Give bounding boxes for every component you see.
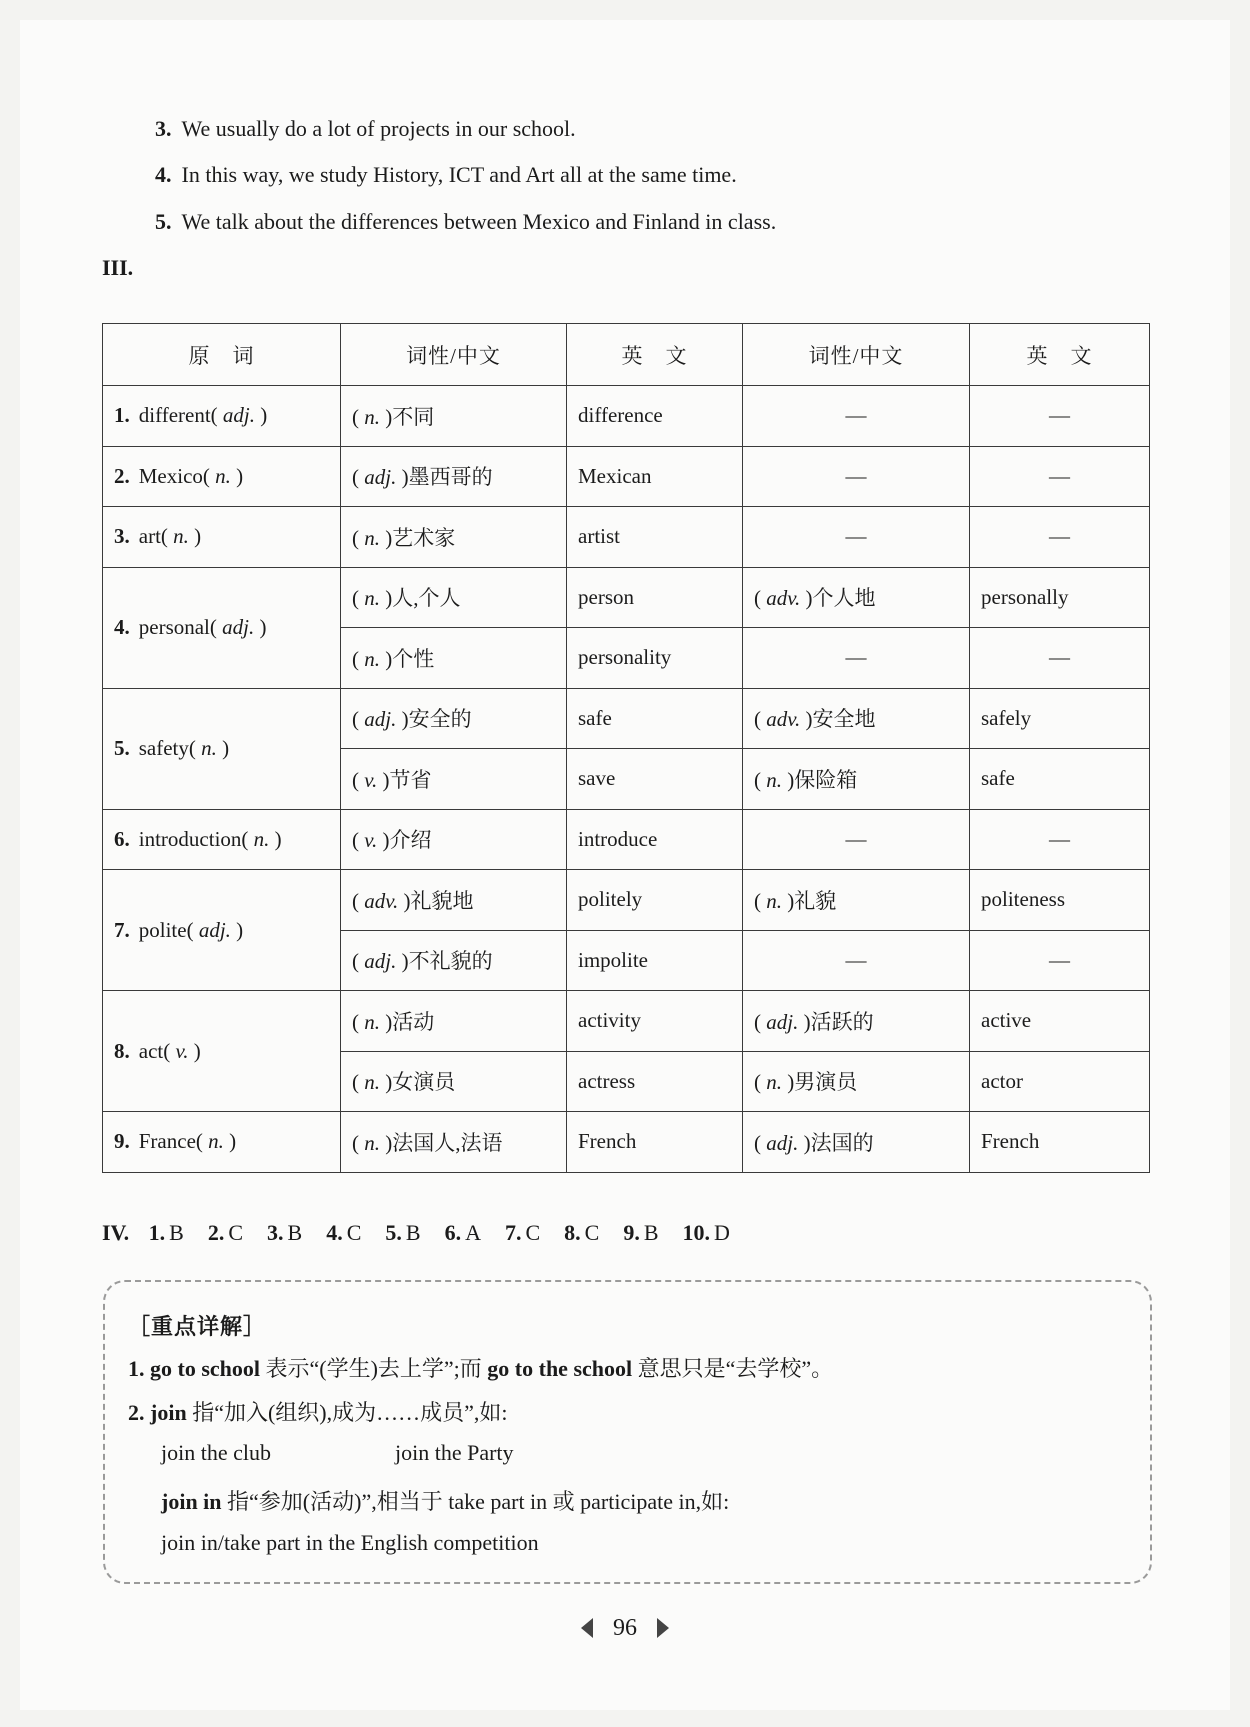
header-english: 英 文 — [567, 324, 743, 386]
english-cell: save — [567, 749, 743, 810]
note-2: 2. join 指“加入(组织),成为……成员”,如: — [128, 1400, 508, 1425]
english-cell: safe — [567, 688, 743, 749]
pos-chinese-cell: ( n. )个性 — [341, 628, 567, 689]
table-row — [103, 386, 1150, 447]
sentence-5: 5. We talk about the differences between Mexico and Finland in class. — [155, 209, 777, 234]
note-join-in: join in 指“参加(活动)”,相当于 take part in 或 participate in,如: — [161, 1489, 730, 1514]
english-cell: difference — [567, 386, 743, 447]
sentence-3: 3. We usually do a lot of projects in our school. — [155, 116, 576, 141]
pos-chinese-cell: ( n. )法国人,法语 — [341, 1112, 567, 1173]
english-cell-2: actor — [970, 1051, 1150, 1112]
table-row — [103, 688, 1150, 749]
original-word-cell: 8. act( v. ) — [103, 991, 341, 1112]
pos-chinese-cell-2: — — [743, 628, 970, 689]
page-number: 96 — [613, 1614, 637, 1641]
pos-chinese-cell: ( n. )女演员 — [341, 1051, 567, 1112]
table-row — [103, 567, 1150, 628]
table-row — [103, 446, 1150, 507]
vocabulary-table — [102, 323, 1150, 1173]
original-word-cell: 6. introduction( n. ) — [103, 809, 341, 870]
english-cell: artist — [567, 507, 743, 568]
answer-item: 6. A — [444, 1220, 481, 1245]
answer-item: 9. B — [623, 1220, 659, 1245]
original-word-cell: 7. polite( adj. ) — [103, 870, 341, 991]
table-header-row — [103, 324, 1150, 386]
answer-item: 7. C — [504, 1220, 541, 1245]
english-cell-2: — — [970, 628, 1150, 689]
pos-chinese-cell: ( adj. )墨西哥的 — [341, 446, 567, 507]
english-cell: personality — [567, 628, 743, 689]
pos-chinese-cell-2: — — [743, 507, 970, 568]
table-row — [103, 507, 1150, 568]
table-row — [103, 991, 1150, 1052]
original-word-cell: 1. different( adj. ) — [103, 386, 341, 447]
header-pos-chinese-2: 词性/中文 — [743, 324, 970, 386]
pos-chinese-cell: ( adj. )安全的 — [341, 688, 567, 749]
english-cell: activity — [567, 991, 743, 1052]
previous-page-icon[interactable] — [581, 1618, 593, 1638]
answer-item: 3. B — [267, 1220, 303, 1245]
english-cell-2: — — [970, 507, 1150, 568]
pos-chinese-cell-2: — — [743, 446, 970, 507]
english-cell-2: safely — [970, 688, 1150, 749]
note-1: 1. go to school 表示“(学生)去上学”;而 go to the school 意思只是“去学校”。 — [128, 1356, 834, 1381]
original-word-cell: 5. safety( n. ) — [103, 688, 341, 809]
answer-item: 4. C — [326, 1220, 362, 1245]
english-cell: person — [567, 567, 743, 628]
pos-chinese-cell: ( v. )节省 — [341, 749, 567, 810]
section-iii-label: III. — [102, 255, 134, 280]
header-english-2: 英 文 — [970, 324, 1150, 386]
pos-chinese-cell: ( n. )人,个人 — [341, 567, 567, 628]
english-cell-2: politeness — [970, 870, 1150, 931]
english-cell: impolite — [567, 930, 743, 991]
pos-chinese-cell-2: ( adj. )法国的 — [743, 1112, 970, 1173]
pos-chinese-cell: ( adv. )礼貌地 — [341, 870, 567, 931]
english-cell: French — [567, 1112, 743, 1173]
pos-chinese-cell-2: ( adv. )安全地 — [743, 688, 970, 749]
english-cell-2: — — [970, 930, 1150, 991]
pos-chinese-cell-2: ( adj. )活跃的 — [743, 991, 970, 1052]
page-navigation — [0, 1614, 1250, 1642]
english-cell: actress — [567, 1051, 743, 1112]
original-word-cell: 2. Mexico( n. ) — [103, 446, 341, 507]
english-cell: politely — [567, 870, 743, 931]
header-pos-chinese: 词性/中文 — [341, 324, 567, 386]
answer-item: 10. D — [682, 1220, 730, 1245]
english-cell: introduce — [567, 809, 743, 870]
english-cell-2: active — [970, 991, 1150, 1052]
example-join-club: join the club — [161, 1440, 271, 1465]
pos-chinese-cell: ( n. )不同 — [341, 386, 567, 447]
answer-item: 5. B — [385, 1220, 421, 1245]
english-cell-2: — — [970, 446, 1150, 507]
example-join-party: join the Party — [395, 1440, 514, 1465]
answer-item: 2. C — [207, 1220, 243, 1245]
english-cell-2: — — [970, 809, 1150, 870]
english-cell-2: — — [970, 386, 1150, 447]
pos-chinese-cell: ( v. )介绍 — [341, 809, 567, 870]
original-word-cell: 9. France( n. ) — [103, 1112, 341, 1173]
table-row — [103, 809, 1150, 870]
pos-chinese-cell: ( n. )活动 — [341, 991, 567, 1052]
example-join-in: join in/take part in the English competition — [161, 1530, 539, 1555]
pos-chinese-cell-2: — — [743, 930, 970, 991]
pos-chinese-cell-2: — — [743, 386, 970, 447]
key-points-title: ［重点详解］ — [128, 1315, 267, 1340]
pos-chinese-cell-2: — — [743, 809, 970, 870]
pos-chinese-cell: ( n. )艺术家 — [341, 507, 567, 568]
table-row — [103, 1112, 1150, 1173]
english-cell-2: French — [970, 1112, 1150, 1173]
sentence-4: 4. In this way, we study History, ICT and Art all at the same time. — [155, 162, 737, 187]
key-points-box — [103, 1280, 1152, 1584]
original-word-cell: 4. personal( adj. ) — [103, 567, 341, 688]
original-word-cell: 3. art( n. ) — [103, 507, 341, 568]
pos-chinese-cell-2: ( n. )男演员 — [743, 1051, 970, 1112]
english-cell-2: safe — [970, 749, 1150, 810]
pos-chinese-cell: ( adj. )不礼貌的 — [341, 930, 567, 991]
answer-item: 1. B — [148, 1220, 184, 1245]
next-page-icon[interactable] — [657, 1618, 669, 1638]
answer-key — [102, 1220, 754, 1246]
table-row — [103, 870, 1150, 931]
english-cell-2: personally — [970, 567, 1150, 628]
pos-chinese-cell-2: ( n. )保险箱 — [743, 749, 970, 810]
header-original-word: 原 词 — [103, 324, 341, 386]
section-iv-label: IV. — [102, 1220, 130, 1245]
answer-item: 8. C — [564, 1220, 600, 1245]
english-cell: Mexican — [567, 446, 743, 507]
pos-chinese-cell-2: ( n. )礼貌 — [743, 870, 970, 931]
pos-chinese-cell-2: ( adv. )个人地 — [743, 567, 970, 628]
